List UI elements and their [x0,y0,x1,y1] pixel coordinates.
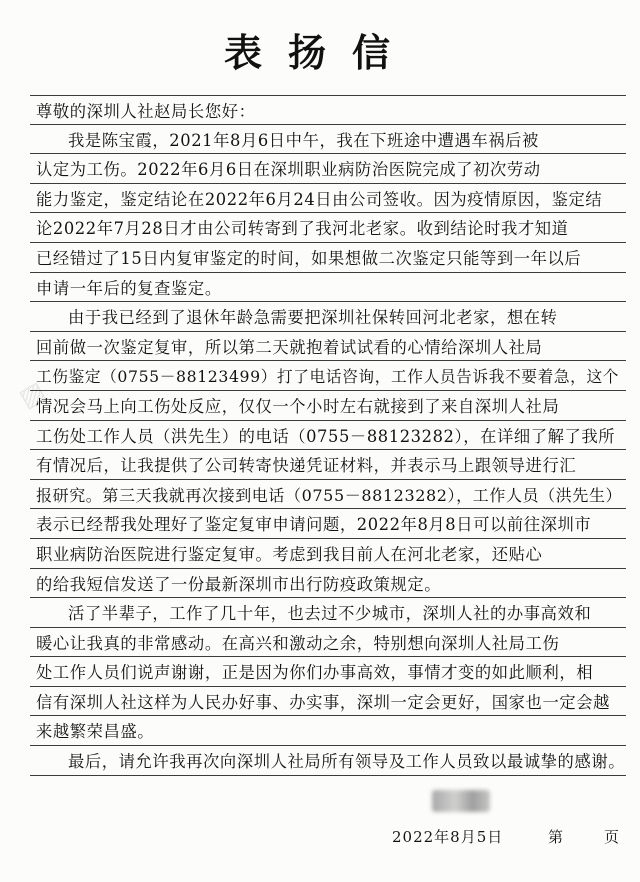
body-line: 能力鉴定，鉴定结论在2022年6月24日由公司签收。因为疫情原因，鉴定结 [30,184,626,214]
closing-line: 最后，请允许我再次向深圳人社局所有领导及工作人员致以最诚挚的感谢。 [30,746,626,776]
page-label: 第 [548,828,564,846]
body-line: 回前做一次鉴定复审，所以第二天就抱着试试看的心情给深圳人社局 [30,332,626,362]
body-line: 表示已经帮我处理好了鉴定复审申请问题，2022年8月8日可以前往深圳市 [30,509,626,539]
body-line: 已经错过了15日内复审鉴定的时间，如果想做二次鉴定只能等到一年以后 [30,243,626,273]
letter-date: 2022年8月5日 [392,828,504,846]
letter-title: 表扬信 [223,30,416,75]
body-line: 论2022年7月28日才由公司转寄到了我河北老家。收到结论时我才知道 [30,213,626,243]
body-line: 报研究。第三天我就再次接到电话（0755－88123282），工作人员（洪先生） [30,480,626,510]
body-line: 认定为工伤。2022年6月6日在深圳职业病防治医院完成了初次劳动 [30,154,626,184]
body-line: 职业病防治医院进行鉴定复审。考虑到我目前人在河北老家，还贴心 [30,539,626,569]
body-line: 处工作人员们说声谢谢，正是因为你们办事高效，事情才变的如此顺利，相 [30,657,626,687]
signature-redacted [432,790,490,812]
body-line: 情况会马上向工伤处反应，仅仅一个小时左右就接到了来自深圳人社局 [30,391,626,421]
page-suffix: 页 [604,828,620,846]
letter-body [30,95,626,776]
body-line: 由于我已经到了退休年龄急需要把深圳社保转回河北老家，想在转 [30,302,626,332]
body-line: 工伤鉴定（0755－88123499）打了电话咨询，工作人员告诉我不要着急，这个 [30,361,626,391]
body-line: 申请一年后的复查鉴定。 [30,273,626,303]
body-line: 信有深圳人社这样为人民办好事、办实事，深圳一定会更好，国家也一定会越 [30,687,626,717]
salutation-line: 尊敬的深圳人社赵局长您好： [30,95,626,125]
body-line: 有情况后，让我提供了公司转寄快递凭证材料，并表示马上跟领导进行汇 [30,450,626,480]
watermark: ▨ [14,375,51,415]
body-line: 来越繁荣昌盛。 [30,716,626,746]
body-line: 活了半辈子，工作了几十年，也去过不少城市，深圳人社的办事高效和 [30,598,626,628]
body-line: 暖心让我真的非常感动。在高兴和激动之余，特别想向深圳人社局工伤 [30,628,626,658]
body-line: 的给我短信发送了一份最新深圳市出行防疫政策规定。 [30,569,626,599]
footer [0,824,640,850]
body-line: 我是陈宝霞，2021年8月6日中午，我在下班途中遭遇车祸后被 [30,125,626,155]
body-line: 工伤处工作人员（洪先生）的电话（0755－88123282），在详细了解了我所 [30,421,626,451]
